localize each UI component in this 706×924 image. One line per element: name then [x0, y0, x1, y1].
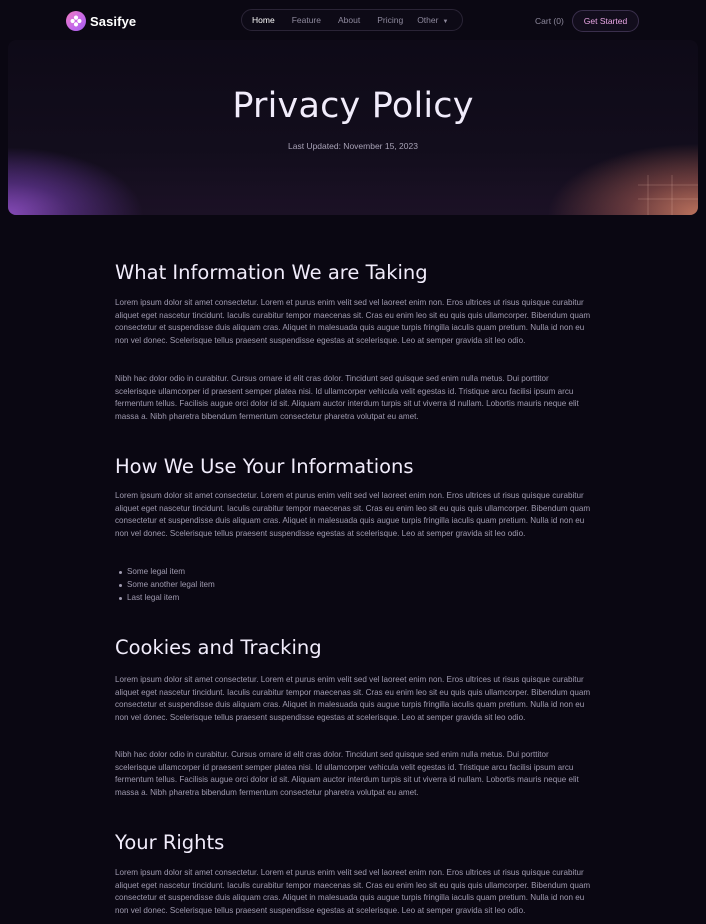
nav-feature[interactable]: Feature [291, 15, 321, 25]
hero-banner [8, 40, 698, 215]
hero-glow [8, 155, 698, 215]
section-paragraph: Nibh hac dolor odio in curabitur. Cursus ornare id elit cras dolor. Tincidunt sed quisque sed enim nulla metus. Dui porttitor scelerisque ullamcorper id praesent semper platea nisi. Id ullamcorper vehicula velit egestas id. Tristique arcu facilisi ipsum arcu fermentum tellus. Facilisis augue orci dolor id sit. Aliquam auctor interdum turpis sit ut viverra id nullam. Lobortis mauris neque elit massa a. Nibh pharetra bibendum fermentum consectetur pharetra volutpat eu amet. [115, 750, 579, 797]
section-title: Cookies and Tracking [115, 636, 322, 659]
section-paragraph: Lorem ipsum dolor sit amet consectetur. Lorem et purus enim velit sed vel laoreet enim non. Eros ultrices ut risus quisque curabitur aliquet eget nascetur tincidunt. Iaculis curabitur tempor maecenas sit. Cras eu enim leo sit eu quis quis ullamcorper. Bibendum quam consectetur et suspendisse duis aliquam cras. Aliquet in malesuada quis augue turpis fringilla iaculis quam pretium. Nulla id non eu non vel donec. Scelerisque tellus praesent suspendisse egestas at scelerisque. Leo at semper gravida sit leo odio. [115, 298, 591, 345]
list-item: Some legal item [115, 566, 215, 579]
chevron-down-icon: ▼ [442, 19, 449, 25]
brand-logo[interactable] [66, 11, 136, 31]
top-navbar [0, 0, 706, 40]
list-item: Some another legal item [115, 579, 215, 592]
last-updated: Last Updated: November 15, 2023 [288, 141, 418, 151]
list-item: Last legal item [115, 592, 215, 605]
nav-other-label: Other [417, 15, 439, 25]
brand-name: Sasifye [90, 13, 137, 29]
section-title: What Information We are Taking [115, 261, 428, 284]
cart-link[interactable]: Cart (0) [535, 16, 564, 26]
section-paragraph: Lorem ipsum dolor sit amet consectetur. Lorem et purus enim velit sed vel laoreet enim non. Eros ultrices ut risus quisque curabitur aliquet eget nascetur tincidunt. Iaculis curabitur tempor maecenas sit. Cras eu enim leo sit eu quis quis ullamcorper. Bibendum quam consectetur et suspendisse duis aliquam cras. Aliquet in malesuada quis augue turpis fringilla iaculis quam pretium. Nulla id non eu non vel donec. Scelerisque tellus praesent suspendisse egestas at scelerisque. Leo at semper gravida sit leo odio. [115, 868, 591, 915]
nav-home[interactable]: Home [252, 15, 275, 25]
page-title: Privacy Policy [232, 86, 474, 126]
section-paragraph: Lorem ipsum dolor sit amet consectetur. Lorem et purus enim velit sed vel laoreet enim non. Eros ultrices ut risus quisque curabitur aliquet eget nascetur tincidunt. Iaculis curabitur tempor maecenas sit. Cras eu enim leo sit eu quis quis ullamcorper. Bibendum quam consectetur et suspendisse duis aliquam cras. Aliquet in malesuada quis augue turpis fringilla iaculis quam pretium. Nulla id non eu non vel donec. Scelerisque tellus praesent suspendisse egestas at scelerisque. Leo at semper gravida sit leo odio. [115, 491, 591, 538]
get-started-button[interactable]: Get Started [572, 10, 639, 32]
main-menu [241, 9, 463, 31]
legal-items-list [115, 566, 215, 604]
section-title: Your Rights [115, 831, 225, 854]
section-title: How We Use Your Informations [115, 455, 414, 478]
section-paragraph: Lorem ipsum dolor sit amet consectetur. Lorem et purus enim velit sed vel laoreet enim non. Eros ultrices ut risus quisque curabitur aliquet eget nascetur tincidunt. Iaculis curabitur tempor maecenas sit. Cras eu enim leo sit eu quis quis ullamcorper. Bibendum quam consectetur et suspendisse duis aliquam cras. Aliquet in malesuada quis augue turpis fringilla iaculis quam pretium. Nulla id non eu non vel donec. Scelerisque tellus praesent suspendisse egestas at scelerisque. Leo at semper gravida sit leo odio. [115, 675, 591, 722]
nav-other-dropdown[interactable] [417, 15, 448, 25]
nav-about[interactable]: About [337, 15, 361, 25]
grid-decoration [638, 175, 698, 215]
section-paragraph: Nibh hac dolor odio in curabitur. Cursus ornare id elit cras dolor. Tincidunt sed quisque sed enim nulla metus. Dui porttitor scelerisque ullamcorper id praesent semper platea nisi. Id ullamcorper vehicula velit egestas id. Tristique arcu facilisi ipsum arcu fermentum tellus. Facilisis augue orci dolor id sit. Aliquam auctor interdum turpis sit ut viverra id nullam. Lobortis mauris neque elit massa a. Nibh pharetra bibendum fermentum consectetur pharetra volutpat eu amet. [115, 374, 579, 421]
logo-icon [66, 11, 86, 31]
nav-pricing[interactable]: Pricing [377, 15, 404, 25]
